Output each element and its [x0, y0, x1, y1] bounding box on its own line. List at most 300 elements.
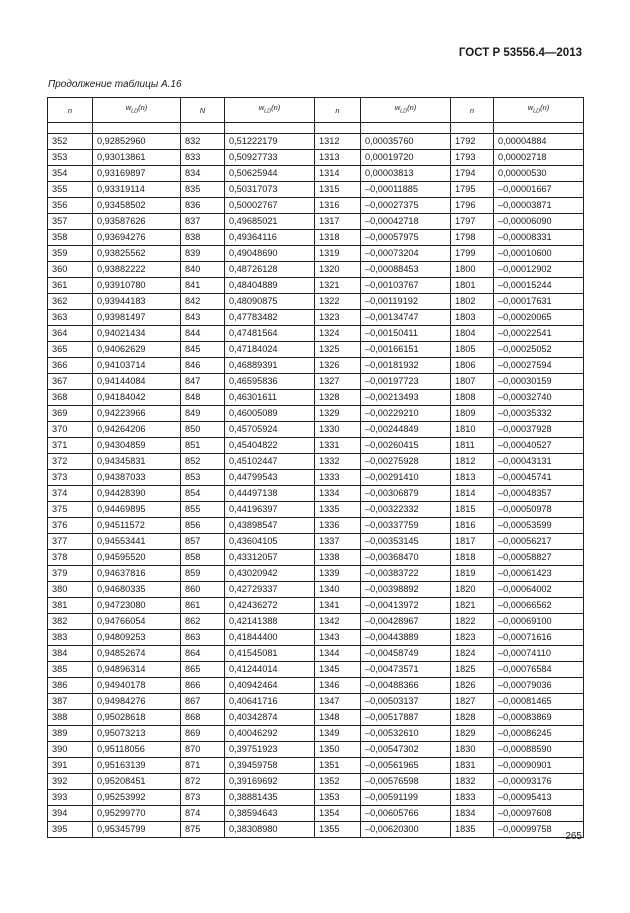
table-cell: 1816: [451, 518, 494, 534]
table-cell: 848: [181, 390, 225, 406]
table-cell: –0,00353145: [361, 534, 451, 550]
table-row: [48, 262, 584, 278]
table-cell: 1822: [451, 614, 494, 630]
data-table: [47, 97, 584, 838]
table-cell: –0,00056217: [494, 534, 584, 550]
table-cell: –0,00213493: [361, 390, 451, 406]
table-cell: 849: [181, 406, 225, 422]
table-cell: 372: [48, 454, 93, 470]
table-cell: 0,94896314: [93, 662, 181, 678]
table-cell: 1320: [315, 262, 361, 278]
table-cell: 0,39169692: [225, 774, 315, 790]
table-cell: –0,00073204: [361, 246, 451, 262]
table-row: [48, 726, 584, 742]
table-cell: 1835: [451, 822, 494, 838]
table-cell: 1330: [315, 422, 361, 438]
table-cell: –0,00532610: [361, 726, 451, 742]
table-cell: –0,00001667: [494, 182, 584, 198]
table-cell: 354: [48, 166, 93, 182]
table-cell: 0,93458502: [93, 198, 181, 214]
table-cell: 0,40342874: [225, 710, 315, 726]
table-cell: –0,00011885: [361, 182, 451, 198]
table-cell: 0,93319114: [93, 182, 181, 198]
table-cell: 0,43020942: [225, 566, 315, 582]
table-cell: 869: [181, 726, 225, 742]
table-cell: 0,93882222: [93, 262, 181, 278]
table-cell: 0,49685021: [225, 214, 315, 230]
table-row: [48, 406, 584, 422]
table-cell: 364: [48, 326, 93, 342]
table-cell: 355: [48, 182, 93, 198]
table-cell: 379: [48, 566, 93, 582]
table-row: [48, 342, 584, 358]
table-cell: 0,94144084: [93, 374, 181, 390]
table-cell: –0,00197723: [361, 374, 451, 390]
table-cell: 1792: [451, 134, 494, 150]
table-cell: 1796: [451, 198, 494, 214]
table-cell: 382: [48, 614, 93, 630]
table-cell: –0,00576598: [361, 774, 451, 790]
table-cell: 862: [181, 614, 225, 630]
table-cell: 0,46595836: [225, 374, 315, 390]
table-row: [48, 246, 584, 262]
table-row: [48, 198, 584, 214]
table-cell: 1810: [451, 422, 494, 438]
table-cell: 1832: [451, 774, 494, 790]
table-cell: –0,00045741: [494, 470, 584, 486]
table-cell: 0,94809253: [93, 630, 181, 646]
table-cell: –0,00103767: [361, 278, 451, 294]
table-cell: –0,00081465: [494, 694, 584, 710]
table-cell: 856: [181, 518, 225, 534]
table-cell: 1806: [451, 358, 494, 374]
table-cell: 1805: [451, 342, 494, 358]
table-cell: 377: [48, 534, 93, 550]
table-cell: 1807: [451, 374, 494, 390]
table-cell: 1349: [315, 726, 361, 742]
table-cell: 841: [181, 278, 225, 294]
table-cell: 383: [48, 630, 93, 646]
table-cell: 0,95208451: [93, 774, 181, 790]
table-cell: 0,45102447: [225, 454, 315, 470]
table-cell: 365: [48, 342, 93, 358]
table-cell: 0,47783482: [225, 310, 315, 326]
table-cell: 352: [48, 134, 93, 150]
table-cell: 0,43604105: [225, 534, 315, 550]
table-cell: –0,00547302: [361, 742, 451, 758]
table-cell: –0,00061423: [494, 566, 584, 582]
table-cell: 1344: [315, 646, 361, 662]
table-cell: –0,00260415: [361, 438, 451, 454]
table-cell: 1312: [315, 134, 361, 150]
table-cell: 0,95253992: [93, 790, 181, 806]
column-header-main: w: [394, 103, 401, 113]
column-header-suffix: (n): [271, 103, 281, 113]
table-cell: 0,94304859: [93, 438, 181, 454]
table-cell: –0,00383722: [361, 566, 451, 582]
table-cell: –0,00090901: [494, 758, 584, 774]
column-header-suffix: (n): [540, 103, 550, 113]
table-row: [48, 134, 584, 150]
table-cell: 1322: [315, 294, 361, 310]
table-cell: –0,00517887: [361, 710, 451, 726]
table-cell: –0,00010600: [494, 246, 584, 262]
table-cell: 0,94184042: [93, 390, 181, 406]
table-cell: 1343: [315, 630, 361, 646]
table-cell: 0,94984276: [93, 694, 181, 710]
table-cell: 0,94940178: [93, 678, 181, 694]
column-header: [315, 98, 361, 123]
table-cell: 0,50927733: [225, 150, 315, 166]
table-cell: 857: [181, 534, 225, 550]
table-cell: 837: [181, 214, 225, 230]
table-cell: 0,00004884: [494, 134, 584, 150]
table-cell: –0,00368470: [361, 550, 451, 566]
table-cell: –0,00035332: [494, 406, 584, 422]
table-cell: 0,94680335: [93, 582, 181, 598]
column-header-main: N: [199, 105, 206, 115]
table-cell: 1799: [451, 246, 494, 262]
table-cell: 1348: [315, 710, 361, 726]
table-cell: 1824: [451, 646, 494, 662]
table-cell: 374: [48, 486, 93, 502]
table-cell: 842: [181, 294, 225, 310]
table-cell: 0,95073213: [93, 726, 181, 742]
column-header-main: n: [469, 105, 475, 115]
column-header-suffix: (n): [407, 103, 417, 113]
table-cell: –0,00058827: [494, 550, 584, 566]
table-row: [48, 790, 584, 806]
table-cell: 0,93169897: [93, 166, 181, 182]
table-cell: 864: [181, 646, 225, 662]
table-cell: 863: [181, 630, 225, 646]
table-cell: 1355: [315, 822, 361, 838]
table-cell: 0,95118056: [93, 742, 181, 758]
table-cell: 0,00003813: [361, 166, 451, 182]
table-cell: 360: [48, 262, 93, 278]
table-cell: 391: [48, 758, 93, 774]
table-cell: 0,38308980: [225, 822, 315, 838]
table-cell: –0,00337759: [361, 518, 451, 534]
table-cell: 0,43312057: [225, 550, 315, 566]
column-header-main: n: [67, 105, 73, 115]
table-cell: 1804: [451, 326, 494, 342]
table-cell: 363: [48, 310, 93, 326]
table-cell: 866: [181, 678, 225, 694]
table-cell: –0,00006090: [494, 214, 584, 230]
table-cell: 0,94223966: [93, 406, 181, 422]
column-header-subscript: LD: [131, 108, 139, 115]
table-cell: 1825: [451, 662, 494, 678]
table-cell: 0,00002718: [494, 150, 584, 166]
table-cell: –0,00150411: [361, 326, 451, 342]
table-cell: 0,95163139: [93, 758, 181, 774]
table-cell: 1826: [451, 678, 494, 694]
table-cell: –0,00043131: [494, 454, 584, 470]
table-row: [48, 454, 584, 470]
table-row: [48, 438, 584, 454]
column-header-subscript: LD: [400, 108, 408, 115]
table-cell: 1341: [315, 598, 361, 614]
table-cell: –0,00244849: [361, 422, 451, 438]
table-cell: 850: [181, 422, 225, 438]
column-header: [225, 98, 315, 123]
table-cell: –0,00025052: [494, 342, 584, 358]
table-cell: 0,95345799: [93, 822, 181, 838]
table-cell: 1328: [315, 390, 361, 406]
table-cell: 854: [181, 486, 225, 502]
table-cell: 361: [48, 278, 93, 294]
table-cell: 1315: [315, 182, 361, 198]
table-cell: 0,92852960: [93, 134, 181, 150]
table-cell: 1340: [315, 582, 361, 598]
table-cell: 870: [181, 742, 225, 758]
table-cell: –0,00042718: [361, 214, 451, 230]
table-cell: 0,49364116: [225, 230, 315, 246]
table-cell: –0,00166151: [361, 342, 451, 358]
table-cell: 357: [48, 214, 93, 230]
table-cell: –0,00620300: [361, 822, 451, 838]
table-cell: 0,94103714: [93, 358, 181, 374]
table-cell: 1793: [451, 150, 494, 166]
table-cell: 1316: [315, 198, 361, 214]
table-cell: 834: [181, 166, 225, 182]
table-cell: 0,47481564: [225, 326, 315, 342]
table-cell: 1815: [451, 502, 494, 518]
table-cell: 874: [181, 806, 225, 822]
table-cell: 1800: [451, 262, 494, 278]
table-cell: 0,93825562: [93, 246, 181, 262]
table-cell: 855: [181, 502, 225, 518]
table-cell: 375: [48, 502, 93, 518]
table-cell: 845: [181, 342, 225, 358]
column-header-subscript: LD: [533, 108, 541, 115]
table-cell: 1828: [451, 710, 494, 726]
table-cell: –0,00428967: [361, 614, 451, 630]
table-row: [48, 278, 584, 294]
table-row: [48, 310, 584, 326]
table-cell: –0,00134747: [361, 310, 451, 326]
table-cell: 1313: [315, 150, 361, 166]
table-row: [48, 374, 584, 390]
table-cell: –0,00050978: [494, 502, 584, 518]
table-cell: 0,41545081: [225, 646, 315, 662]
table-cell: 0,94595520: [93, 550, 181, 566]
table-cell: 0,00035760: [361, 134, 451, 150]
table-cell: 376: [48, 518, 93, 534]
table-row: [48, 742, 584, 758]
table-cell: –0,00088453: [361, 262, 451, 278]
table-cell: 388: [48, 710, 93, 726]
table-cell: 0,95028618: [93, 710, 181, 726]
table-cell: –0,00097608: [494, 806, 584, 822]
table-cell: 843: [181, 310, 225, 326]
table-cell: 381: [48, 598, 93, 614]
data-table-container: [47, 97, 583, 838]
table-row: [48, 678, 584, 694]
table-cell: 387: [48, 694, 93, 710]
table-cell: –0,00057975: [361, 230, 451, 246]
table-cell: 392: [48, 774, 93, 790]
table-cell: 1820: [451, 582, 494, 598]
table-cell: 1795: [451, 182, 494, 198]
table-cell: 875: [181, 822, 225, 838]
table-cell: 859: [181, 566, 225, 582]
table-cell: –0,00488366: [361, 678, 451, 694]
column-header: [48, 98, 93, 123]
table-cell: 0,94387033: [93, 470, 181, 486]
table-row: [48, 214, 584, 230]
table-row: [48, 646, 584, 662]
table-cell: –0,00181932: [361, 358, 451, 374]
table-cell: –0,00027375: [361, 198, 451, 214]
table-row: [48, 390, 584, 406]
table-cell: 835: [181, 182, 225, 198]
table-row: [48, 470, 584, 486]
table-cell: 1324: [315, 326, 361, 342]
table-cell: 0,41244014: [225, 662, 315, 678]
table-cell: 0,50625944: [225, 166, 315, 182]
table-cell: 0,94021434: [93, 326, 181, 342]
table-cell: 1333: [315, 470, 361, 486]
table-cell: 1342: [315, 614, 361, 630]
table-cell: –0,00503137: [361, 694, 451, 710]
table-cell: –0,00017631: [494, 294, 584, 310]
table-cell: –0,00322332: [361, 502, 451, 518]
table-cell: 873: [181, 790, 225, 806]
table-cell: 872: [181, 774, 225, 790]
table-cell: 1801: [451, 278, 494, 294]
table-cell: 1354: [315, 806, 361, 822]
table-cell: 0,51222179: [225, 134, 315, 150]
header-spacer-row: [48, 123, 584, 134]
table-cell: 393: [48, 790, 93, 806]
table-cell: 0,94428390: [93, 486, 181, 502]
table-cell: 0,94511572: [93, 518, 181, 534]
table-cell: 368: [48, 390, 93, 406]
table-cell: 0,45705924: [225, 422, 315, 438]
table-cell: 865: [181, 662, 225, 678]
column-header-main: w: [527, 103, 534, 113]
table-cell: 1797: [451, 214, 494, 230]
table-cell: 1331: [315, 438, 361, 454]
table-cell: 0,94345831: [93, 454, 181, 470]
table-cell: –0,00069100: [494, 614, 584, 630]
table-cell: 0,94062629: [93, 342, 181, 358]
table-cell: 836: [181, 198, 225, 214]
table-cell: 1321: [315, 278, 361, 294]
table-row: [48, 630, 584, 646]
table-row: [48, 582, 584, 598]
table-row: [48, 598, 584, 614]
table-cell: 367: [48, 374, 93, 390]
table-cell: 1817: [451, 534, 494, 550]
table-cell: –0,00053599: [494, 518, 584, 534]
table-cell: 1335: [315, 502, 361, 518]
table-cell: 0,93944183: [93, 294, 181, 310]
table-cell: 0,45404822: [225, 438, 315, 454]
table-cell: 1318: [315, 230, 361, 246]
table-cell: 1813: [451, 470, 494, 486]
table-row: [48, 662, 584, 678]
table-cell: –0,00275928: [361, 454, 451, 470]
table-row: [48, 502, 584, 518]
column-header: [361, 98, 451, 123]
table-row: [48, 182, 584, 198]
table-cell: 1319: [315, 246, 361, 262]
table-cell: 832: [181, 134, 225, 150]
table-cell: –0,00605766: [361, 806, 451, 822]
table-cell: –0,00099758: [494, 822, 584, 838]
table-cell: 860: [181, 582, 225, 598]
table-cell: 1834: [451, 806, 494, 822]
table-cell: –0,00458749: [361, 646, 451, 662]
table-cell: 369: [48, 406, 93, 422]
table-cell: 395: [48, 822, 93, 838]
table-cell: –0,00119192: [361, 294, 451, 310]
table-row: [48, 550, 584, 566]
table-cell: 0,93587626: [93, 214, 181, 230]
table-cell: 1823: [451, 630, 494, 646]
table-cell: 0,93981497: [93, 310, 181, 326]
table-cell: 853: [181, 470, 225, 486]
table-cell: 847: [181, 374, 225, 390]
column-header-main: w: [125, 103, 132, 113]
table-cell: 858: [181, 550, 225, 566]
column-header-suffix: (n): [138, 103, 148, 113]
table-cell: 1347: [315, 694, 361, 710]
table-cell: 358: [48, 230, 93, 246]
table-cell: 380: [48, 582, 93, 598]
table-cell: –0,00048357: [494, 486, 584, 502]
column-header-main: w: [258, 103, 265, 113]
table-cell: –0,00064002: [494, 582, 584, 598]
table-cell: 1827: [451, 694, 494, 710]
table-cell: 1794: [451, 166, 494, 182]
table-cell: 1830: [451, 742, 494, 758]
table-cell: 371: [48, 438, 93, 454]
table-cell: 0,93013861: [93, 150, 181, 166]
table-cell: 851: [181, 438, 225, 454]
table-cell: 0,00000530: [494, 166, 584, 182]
table-cell: –0,00037928: [494, 422, 584, 438]
table-cell: 0,48726128: [225, 262, 315, 278]
table-cell: 1326: [315, 358, 361, 374]
table-cell: 390: [48, 742, 93, 758]
table-cell: 0,95299770: [93, 806, 181, 822]
table-cell: 1809: [451, 406, 494, 422]
table-row: [48, 326, 584, 342]
table-cell: –0,00088590: [494, 742, 584, 758]
table-cell: –0,00027594: [494, 358, 584, 374]
table-cell: –0,00076584: [494, 662, 584, 678]
column-header: [93, 98, 181, 123]
table-cell: 871: [181, 758, 225, 774]
table-cell: 1346: [315, 678, 361, 694]
table-cell: 1317: [315, 214, 361, 230]
table-cell: 1831: [451, 758, 494, 774]
table-cell: 0,41844400: [225, 630, 315, 646]
table-cell: 0,42729337: [225, 582, 315, 598]
table-cell: 0,94723080: [93, 598, 181, 614]
table-cell: –0,00093176: [494, 774, 584, 790]
table-row: [48, 694, 584, 710]
table-cell: 1336: [315, 518, 361, 534]
table-cell: 385: [48, 662, 93, 678]
table-cell: 846: [181, 358, 225, 374]
table-cell: 1350: [315, 742, 361, 758]
table-cell: 366: [48, 358, 93, 374]
